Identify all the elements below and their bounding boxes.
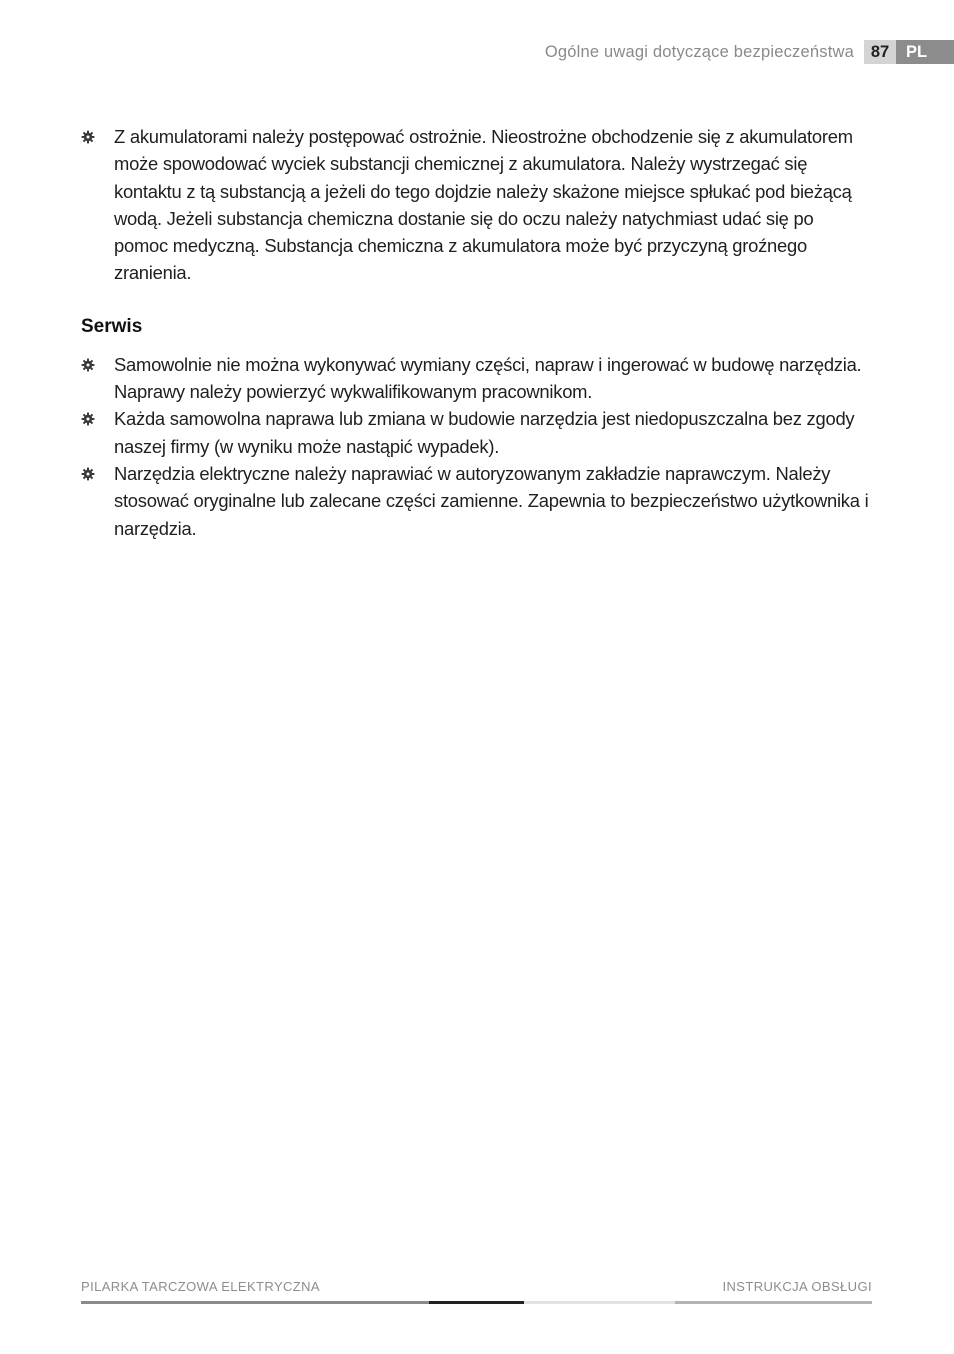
page-footer: [81, 1279, 872, 1309]
intro-bullet-list: [81, 123, 871, 287]
footer-product-name: PILARKA TARCZOWA ELEKTRYCZNA: [81, 1279, 320, 1294]
footer-bar-segment-4: [675, 1301, 872, 1304]
list-item-text: Z akumulatorami należy postępować ostrożnie. Nieostrożne obchodzenie się z akumulatorem może spowodować wyciek substancji chemicznej z akumulatora. Należy wystrzegać się kontaktu z tą substancją a jeżeli do tego dojdzie należy skażone miejsce spłukać pod bieżącą wodą. Jeżeli substancja chemiczna dostanie się do oczu należy natychmiast udać się po pomoc medyczną. Substancja chemiczna z akumulatora może być przyczyną groźnego zranienia.: [114, 126, 853, 284]
list-item-text: Każda samowolna naprawa lub zmiana w budowie narzędzia jest niedopuszczalna bez zgody naszej firmy (w wyniku może nastąpić wypadek).: [114, 408, 855, 457]
list-item-text: Narzędzia elektryczne należy naprawiać w autoryzowanym zakładzie naprawczym. Należy stosować oryginalne lub zalecane części zamienne. Zapewnia to bezpieczeństwo użytkownika i narzędzia.: [114, 462, 869, 539]
list-item: [81, 405, 871, 460]
section-heading-service: Serwis: [81, 315, 143, 337]
list-item: [81, 460, 871, 542]
footer-bar-segment-2: [429, 1301, 524, 1304]
gear-bullet-icon: [81, 412, 95, 426]
list-item: [81, 123, 871, 287]
footer-document-type: INSTRUKCJA OBSŁUGI: [722, 1279, 872, 1294]
list-item: [81, 351, 871, 406]
gear-bullet-icon: [81, 467, 95, 481]
gear-bullet-icon: [81, 130, 95, 144]
page-header: [545, 40, 954, 64]
footer-bar-segment-3: [524, 1301, 675, 1304]
page-number: 87: [864, 40, 896, 64]
gear-bullet-icon: [81, 358, 95, 372]
header-title: Ogólne uwagi dotyczące bezpieczeństwa: [544, 43, 854, 61]
service-bullet-list: [81, 351, 871, 542]
list-item-text: Samowolnie nie można wykonywać wymiany części, napraw i ingerować w budowę narzędzia. Naprawy należy powierzyć wykwalifikowanym pracownikom.: [114, 353, 862, 403]
footer-bar-segment-1: [81, 1301, 429, 1304]
page-content: [81, 123, 871, 542]
language-tab: PL: [896, 40, 954, 64]
